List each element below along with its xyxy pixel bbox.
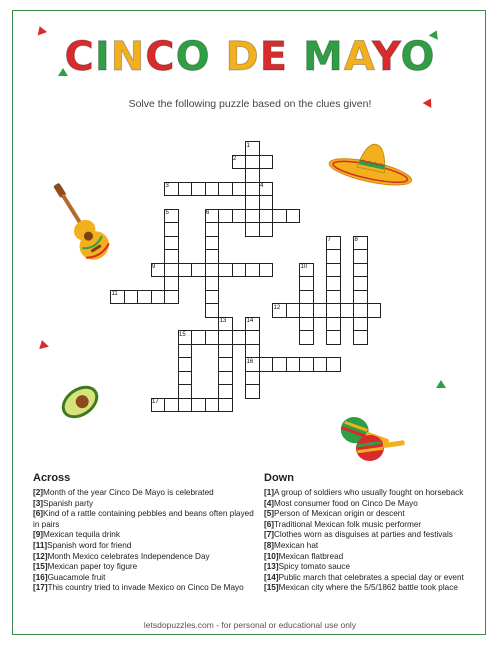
crossword-cell[interactable] xyxy=(191,330,206,345)
clue-text: Person of Mexican origin or descent xyxy=(274,509,405,519)
across-clues xyxy=(33,472,258,594)
clue-text: Clothes worn as disguises at parties and festivals xyxy=(274,530,453,540)
clue-text: Guacamole fruit xyxy=(47,572,106,582)
across-heading: Across xyxy=(33,472,71,484)
clue-label: [7] xyxy=(264,530,275,540)
crossword-cell[interactable] xyxy=(353,330,368,345)
clue-text: Month Mexico celebrates Independence Day xyxy=(47,551,210,561)
crossword-cell[interactable] xyxy=(164,263,179,278)
crossword-cell[interactable] xyxy=(272,357,287,372)
clue-label: [12] xyxy=(33,551,48,561)
title-letter: I xyxy=(94,34,111,80)
crossword-cell[interactable] xyxy=(205,236,220,251)
crossword-cell[interactable] xyxy=(205,276,220,291)
clue-text: Spicy tomato sauce xyxy=(278,562,351,572)
across-clue xyxy=(33,552,258,563)
down-clue xyxy=(264,530,489,541)
crossword-cell[interactable] xyxy=(245,195,260,210)
clue-text: Mexican city where the 5/5/1862 battle took place xyxy=(278,583,458,593)
crossword-cell[interactable] xyxy=(151,290,166,305)
crossword-cell[interactable] xyxy=(245,182,260,197)
crossword-cell[interactable] xyxy=(245,209,260,224)
across-clue xyxy=(33,509,258,530)
clue-label: [6] xyxy=(264,519,275,529)
avocado-icon xyxy=(58,384,102,420)
crossword-cell[interactable] xyxy=(218,384,233,399)
title-letter: Y xyxy=(371,34,401,80)
crossword-cell[interactable] xyxy=(259,222,274,237)
down-clue xyxy=(264,573,489,584)
clue-label: [16] xyxy=(33,572,48,582)
crossword-cell[interactable] xyxy=(205,330,220,345)
crossword-cell[interactable] xyxy=(245,263,260,278)
crossword-cell[interactable] xyxy=(245,371,260,386)
title-letter: O xyxy=(400,34,436,80)
crossword-cell[interactable] xyxy=(178,344,193,359)
clue-text: A group of soldiers who usually fought on horseback xyxy=(274,488,464,497)
crossword-cell[interactable] xyxy=(205,290,220,305)
crossword-cell[interactable] xyxy=(299,330,314,345)
clue-number: 8 xyxy=(354,237,358,243)
clue-text: Mexican hat xyxy=(274,540,319,550)
clue-number: 10 xyxy=(300,264,308,270)
crossword-cell[interactable] xyxy=(218,182,233,197)
crossword-cell[interactable] xyxy=(286,209,301,224)
crossword-cell[interactable] xyxy=(353,276,368,291)
clue-label: [1] xyxy=(264,488,275,497)
crossword-cell[interactable] xyxy=(245,155,260,170)
clue-text: Month of the year Cinco De Mayo is celebrated xyxy=(43,488,214,497)
crossword-cell[interactable] xyxy=(164,276,179,291)
crossword-cell[interactable] xyxy=(218,263,233,278)
crossword-cell[interactable] xyxy=(164,249,179,264)
clue-label: [5] xyxy=(264,509,275,519)
crossword-cell[interactable] xyxy=(218,398,233,413)
down-clue xyxy=(264,509,489,520)
down-clues xyxy=(264,472,489,594)
across-clue xyxy=(33,488,258,499)
crossword-cell[interactable] xyxy=(164,236,179,251)
crossword-cell[interactable] xyxy=(164,290,179,305)
crossword-cell[interactable] xyxy=(245,168,260,183)
crossword-cell[interactable] xyxy=(286,303,301,318)
crossword-cell[interactable] xyxy=(367,303,382,318)
clue-number: 12 xyxy=(273,304,281,311)
clue-number: 9 xyxy=(152,264,156,270)
down-clue xyxy=(264,541,489,552)
crossword-cell[interactable] xyxy=(245,344,260,359)
clue-label: [11] xyxy=(33,540,48,550)
title-letter xyxy=(211,34,226,80)
crossword-cell[interactable] xyxy=(218,330,233,345)
crossword-cell[interactable] xyxy=(326,290,341,305)
crossword-cell[interactable] xyxy=(326,249,341,264)
crossword-cell[interactable] xyxy=(232,182,247,197)
crossword-cell[interactable] xyxy=(178,398,193,413)
crossword-cell[interactable] xyxy=(178,182,193,197)
crossword-cell[interactable] xyxy=(178,263,193,278)
crossword-cell[interactable] xyxy=(205,398,220,413)
crossword-cell[interactable] xyxy=(218,371,233,386)
crossword-cell[interactable] xyxy=(259,209,274,224)
clue-number: 3 xyxy=(165,183,169,189)
crossword-cell[interactable] xyxy=(353,263,368,278)
title-letter: E xyxy=(259,34,289,80)
crossword-cell[interactable] xyxy=(232,330,247,345)
across-clue xyxy=(33,530,258,541)
across-clue xyxy=(33,499,258,510)
clue-label: [14] xyxy=(264,572,279,582)
crossword-cell[interactable] xyxy=(205,249,220,264)
clue-text: Public march that celebrates a special day or event xyxy=(278,572,464,582)
crossword-cell[interactable] xyxy=(326,303,341,318)
clue-label: [6] xyxy=(33,509,44,519)
clue-label: [4] xyxy=(264,498,275,508)
down-heading: Down xyxy=(264,472,294,484)
title-letter: M xyxy=(303,34,344,80)
crossword-cell[interactable] xyxy=(245,384,260,399)
crossword-cell[interactable] xyxy=(299,317,314,332)
crossword-cell[interactable] xyxy=(259,195,274,210)
title-letter: C xyxy=(64,34,95,80)
crossword-cell[interactable] xyxy=(205,303,220,318)
crossword-cell[interactable] xyxy=(326,357,341,372)
clue-number: 13 xyxy=(219,318,227,324)
crossword-cell[interactable] xyxy=(191,182,206,197)
clue-number: 17 xyxy=(152,399,159,405)
clue-label: [15] xyxy=(33,562,48,572)
title-letter: A xyxy=(343,34,372,80)
guitar-icon xyxy=(44,176,114,268)
title-letter xyxy=(288,34,303,80)
across-clue xyxy=(33,573,258,584)
down-clue xyxy=(264,499,489,510)
crossword-cell[interactable] xyxy=(218,357,233,372)
clue-text: This country tried to invade Mexico on Cinco De Mayo xyxy=(47,583,244,593)
crossword-cell[interactable] xyxy=(299,303,314,318)
clue-text: Most consumer food on Cinco De Mayo xyxy=(274,498,418,508)
clue-number: 1 xyxy=(246,142,250,149)
crossword-cell[interactable] xyxy=(205,222,220,237)
crossword-cell[interactable] xyxy=(259,357,274,372)
crossword-cell[interactable] xyxy=(245,330,260,345)
crossword-cell[interactable] xyxy=(232,209,247,224)
green-triangle-icon xyxy=(58,68,68,76)
clue-text: Mexican paper toy figure xyxy=(47,562,138,572)
clue-label: [17] xyxy=(33,583,48,593)
across-clue xyxy=(33,583,258,594)
crossword-cell[interactable] xyxy=(191,263,206,278)
crossword-cell[interactable] xyxy=(164,222,179,237)
title-letter: D xyxy=(225,34,260,80)
crossword-cell[interactable] xyxy=(218,344,233,359)
crossword-cell[interactable] xyxy=(286,357,301,372)
clue-number: 14 xyxy=(246,318,254,324)
clue-number: 4 xyxy=(260,183,264,189)
title-letter: C xyxy=(145,34,176,80)
crossword-cell[interactable] xyxy=(124,290,139,305)
crossword-cell[interactable] xyxy=(353,317,368,332)
clue-label: [8] xyxy=(264,540,275,550)
clue-label: [2] xyxy=(33,488,44,497)
down-clue xyxy=(264,583,489,594)
green-triangle-icon xyxy=(436,380,446,388)
crossword-cell[interactable] xyxy=(299,357,314,372)
crossword-cell[interactable] xyxy=(205,182,220,197)
sombrero-icon xyxy=(326,138,418,190)
crossword-cell[interactable] xyxy=(259,263,274,278)
crossword-cell[interactable] xyxy=(326,330,341,345)
crossword-cell[interactable] xyxy=(353,249,368,264)
clue-text: Mexican tequila drink xyxy=(43,530,120,540)
clue-text: Spanish party xyxy=(43,498,94,508)
clue-label: [15] xyxy=(264,583,279,593)
crossword-cell[interactable] xyxy=(245,222,260,237)
crossword-cell[interactable] xyxy=(178,371,193,386)
page-title xyxy=(0,34,500,80)
clue-text: Traditional Mexican folk music performer xyxy=(274,519,422,529)
crossword-cell[interactable] xyxy=(326,263,341,278)
crossword-cell[interactable] xyxy=(299,290,314,305)
crossword-cell[interactable] xyxy=(232,263,247,278)
crossword-cell[interactable] xyxy=(259,155,274,170)
title-letter: O xyxy=(175,34,211,80)
across-clue xyxy=(33,562,258,573)
crossword-cell[interactable] xyxy=(340,303,355,318)
crossword-cell[interactable] xyxy=(326,276,341,291)
crossword-cell[interactable] xyxy=(353,290,368,305)
clue-label: [10] xyxy=(264,551,279,561)
clue-label: [13] xyxy=(264,562,279,572)
clue-text: Spanish word for friend xyxy=(47,540,132,550)
clue-number: 6 xyxy=(206,210,210,216)
clue-text: Mexican flatbread xyxy=(278,551,344,561)
clue-number: 2 xyxy=(233,156,237,162)
title-letter: N xyxy=(110,34,146,80)
down-clue xyxy=(264,552,489,563)
crossword-cell[interactable] xyxy=(299,276,314,291)
clue-number: 15 xyxy=(179,331,186,338)
clue-label: [9] xyxy=(33,530,44,540)
down-clue xyxy=(264,488,489,499)
crossword-cell[interactable] xyxy=(353,303,368,318)
crossword-cell[interactable] xyxy=(164,398,179,413)
maracas-icon xyxy=(326,412,410,468)
down-clue xyxy=(264,562,489,573)
across-clue xyxy=(33,541,258,552)
crossword-cell[interactable] xyxy=(218,209,233,224)
crossword-cell[interactable] xyxy=(313,303,328,318)
crossword-cell[interactable] xyxy=(313,357,328,372)
crossword-cell[interactable] xyxy=(137,290,152,305)
crossword-cell[interactable] xyxy=(191,398,206,413)
crossword-cell[interactable] xyxy=(326,317,341,332)
clue-label: [3] xyxy=(33,498,44,508)
down-clue xyxy=(264,520,489,531)
clue-number: 11 xyxy=(111,291,118,297)
clue-number: 7 xyxy=(327,237,331,243)
crossword-cell[interactable] xyxy=(272,209,287,224)
clue-text: Kind of a rattle containing pebbles and beans often played in pairs xyxy=(33,509,254,529)
footer-credit: letsdopuzzles.com - for personal or educational use only xyxy=(143,620,357,630)
clue-number: 16 xyxy=(246,358,254,365)
clue-number: 5 xyxy=(165,210,169,216)
crossword-cell[interactable] xyxy=(205,263,220,278)
crossword-cell[interactable] xyxy=(178,357,193,372)
crossword-cell[interactable] xyxy=(178,384,193,399)
subtitle: Solve the following puzzle based on the clues given! xyxy=(128,98,372,110)
